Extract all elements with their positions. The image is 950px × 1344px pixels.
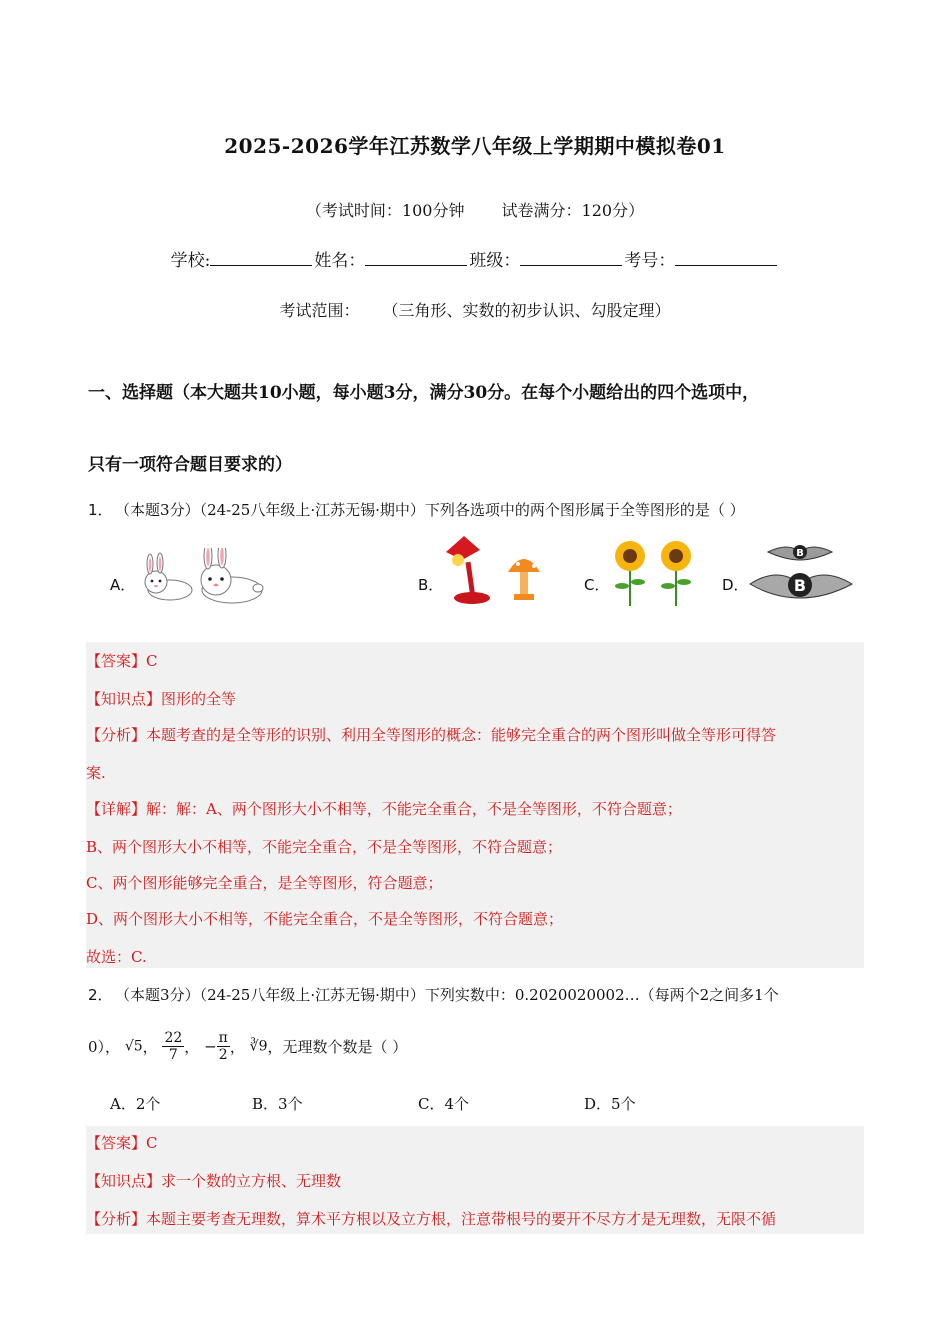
analysis-line-1: 【分析】本题考查的是全等形的识别、利用全等图形的概念：能够完全重合的两个图形叫做全等形可得答 <box>86 726 777 744</box>
question-text: （本题3分）（24-25八年级上·江苏无锡·期中）下列各选项中的两个图形属于全等图形的是（ ） <box>122 501 745 519</box>
scope-value: （三角形、实数的初步认识、勾股定理） <box>382 301 671 320</box>
question-1 <box>88 499 745 520</box>
lamp-icon <box>440 532 552 606</box>
choice-c: C．4个 <box>418 1095 470 1113</box>
detail-line-1: 【详解】解：解：A、两个图形大小不相等，不能完全重合，不是全等图形，不符合题意； <box>86 800 682 818</box>
exam-scope <box>0 298 950 321</box>
knowledge-line: 【知识点】求一个数的立方根、无理数 <box>86 1172 342 1190</box>
choice-a: A．2个 <box>110 1095 161 1113</box>
question-number: 2． <box>88 986 113 1004</box>
option-a-label: A． <box>110 576 136 594</box>
section-heading-line1: 一、选择题（本大题共10小题，每小题3分，满分30分。在每个小题给出的四个选项中， <box>88 383 760 403</box>
text-segment: ，无理数个数是（ ） <box>267 1038 408 1056</box>
school-label: 学校: <box>170 251 211 271</box>
question-2-line-2: 0）， √5， $\frac{22}{7}$ ， − $\frac{\pi}{2}$ ， ∛9，无理数个数是（ ） <box>88 1030 408 1063</box>
number-label: 考号： <box>624 251 676 271</box>
exam-meta <box>0 198 950 221</box>
svg-text:B: B <box>793 576 807 595</box>
detail-line-3: C、两个图形能够完全重合，是全等图形，符合题意； <box>86 874 443 892</box>
question-number: 1． <box>88 501 113 519</box>
detail-line-5: 故选：C. <box>86 948 147 966</box>
school-blank[interactable] <box>210 249 312 266</box>
question-1-answer <box>86 642 864 968</box>
class-label: 班级： <box>469 251 521 271</box>
denominator: 2 <box>218 1047 228 1063</box>
text-segment: 0）， <box>88 1038 121 1056</box>
analysis-line-2: 案. <box>86 764 106 782</box>
denominator: 7 <box>168 1047 178 1063</box>
option-c-label: C． <box>584 576 610 594</box>
number-blank[interactable] <box>675 249 777 266</box>
option-d-label: D． <box>722 576 749 594</box>
rabbit-icon <box>140 548 266 608</box>
analysis-line-1: 【分析】本题主要考查无理数，算术平方根以及立方根，注意带根号的要开不尽方才是无理数，无限不循 <box>86 1210 777 1228</box>
scope-label: 考试范围： <box>279 301 360 320</box>
question-1-options <box>0 530 950 610</box>
question-text: （本题3分）（24-25八年级上·江苏无锡·期中）下列实数中：0.2020020002…（每两个2之间多1个 <box>122 986 779 1004</box>
choice-b: B．3个 <box>252 1095 303 1113</box>
answer-line: 【答案】C <box>86 652 158 670</box>
question-2 <box>88 984 779 1005</box>
question-2-answer <box>86 1126 864 1234</box>
fraction-22-7 <box>162 1030 184 1063</box>
choice-d: D．5个 <box>584 1095 636 1113</box>
answer-line: 【答案】C <box>86 1134 158 1152</box>
exam-time: （考试时间：100分钟 <box>305 201 465 220</box>
name-label: 姓名： <box>314 251 366 271</box>
student-fields <box>0 246 950 271</box>
numerator: π <box>218 1030 228 1046</box>
exam-full-score: 试卷满分：120分） <box>501 201 645 220</box>
fraction-pi-2 <box>217 1030 230 1063</box>
svg-text:B: B <box>796 548 804 559</box>
knowledge-line: 【知识点】图形的全等 <box>86 690 237 708</box>
cube-root-9: ∛9 <box>249 1038 268 1055</box>
name-blank[interactable] <box>365 249 467 266</box>
class-blank[interactable] <box>520 249 622 266</box>
exam-title: 2025-2026学年江苏数学八年级上学期期中模拟卷01 <box>224 134 726 158</box>
minus-sign: − <box>204 1037 217 1056</box>
detail-line-4: D、两个图形大小不相等，不能完全重合，不是全等图形，不符合题意； <box>86 910 564 928</box>
section-heading-line2: 只有一项符合题目要求的） <box>88 455 292 475</box>
sqrt-5: √5 <box>124 1038 143 1055</box>
sunflower-icon <box>608 538 698 608</box>
detail-line-2: B、两个图形大小不相等，不能完全重合，不是全等图形，不符合题意； <box>86 838 563 856</box>
bentley-logo-icon <box>748 538 854 610</box>
option-b-label: B． <box>418 576 444 594</box>
numerator: 22 <box>164 1030 183 1046</box>
